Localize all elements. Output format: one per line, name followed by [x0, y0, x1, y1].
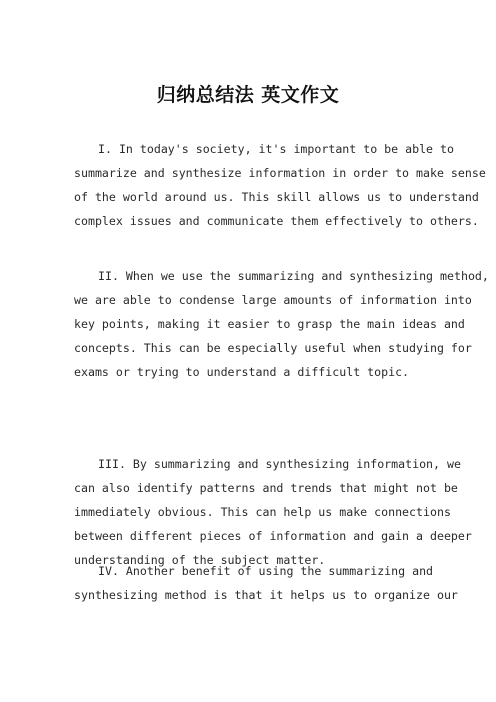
paragraph-2: [74, 264, 489, 384]
paragraph-line: exams or trying to understand a difficult topic.: [74, 365, 410, 379]
paragraph-line: synthesizing method is that it helps us to organize our: [74, 588, 458, 602]
paragraph-line: IV. Another benefit of using the summarizing and: [98, 564, 434, 578]
paragraph-line: immediately obvious. This can help us make connections: [74, 505, 451, 519]
paragraph-1: [74, 137, 486, 233]
paragraph-line: can also identify patterns and trends that might not be: [74, 481, 458, 495]
paragraph-4: [74, 559, 458, 607]
paragraph-line: complex issues and communicate them effectively to others.: [74, 214, 479, 228]
paragraph-line: I. In today's society, it's important to be able to: [98, 142, 454, 156]
paragraph-line: II. When we use the summarizing and synthesizing method,: [98, 269, 489, 283]
paragraph-line: III. By summarizing and synthesizing information, we: [98, 457, 461, 471]
paragraph-line: concepts. This can be especially useful when studying for: [74, 341, 472, 355]
paragraph-3: [74, 452, 472, 572]
paragraph-line: between different pieces of information and gain a deeper: [74, 529, 472, 543]
paragraph-line: of the world around us. This skill allows us to understand: [74, 190, 479, 204]
paragraph-line: understanding of the subject matter.: [74, 553, 326, 567]
paragraph-line: key points, making it easier to grasp the main ideas and: [74, 317, 465, 331]
document-title: 归纳总结法 英文作文: [156, 84, 340, 106]
paragraph-line: summarize and synthesize information in order to make sense: [74, 166, 486, 180]
paragraph-line: we are able to condense large amounts of information into: [74, 293, 472, 307]
